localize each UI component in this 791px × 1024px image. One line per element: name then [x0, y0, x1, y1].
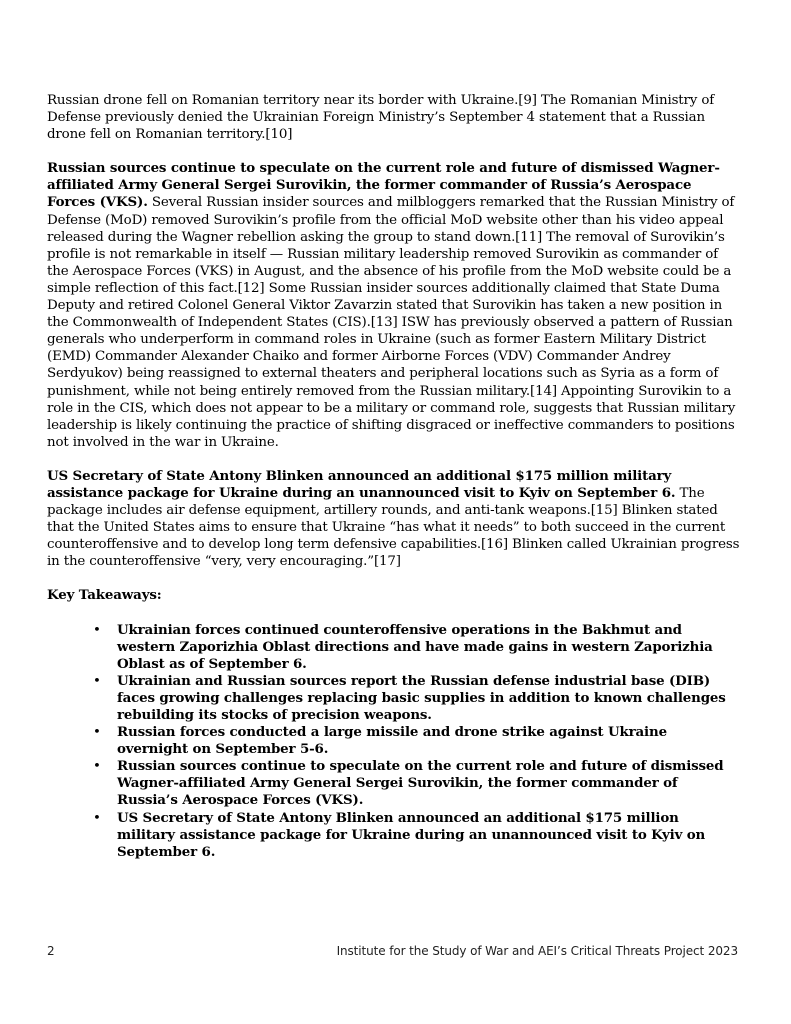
bullet-icon: •	[93, 810, 101, 826]
bullet-icon: •	[93, 759, 101, 775]
key-takeaways-list	[47, 622, 743, 861]
document-body	[47, 92, 743, 861]
key-takeaways-heading: Key Takeaways:	[47, 587, 162, 604]
bullet-icon: •	[93, 622, 101, 638]
bullet-icon: •	[93, 725, 101, 741]
list-item-text: Ukrainian and Russian sources report the Russian defense industrial base (DIB) faces growing challenges replacing basic supplies in addition to known challenges rebuilding its stocks of precision weapons.	[117, 672, 726, 723]
list-item	[93, 672, 743, 724]
paragraph-lead: Russian sources continue to speculate on the current role and future of dismissed Wagner-affiliated Army General Sergei Surovikin, the former commander of Russia’s Aerospace Forces (VKS).	[47, 160, 720, 211]
paragraph-drone-romania	[47, 92, 743, 143]
page-number: 2	[47, 944, 55, 958]
list-item-text: Russian forces conducted a large missile and drone strike against Ukraine overnight on September 5-6.	[117, 724, 667, 758]
list-item	[93, 758, 743, 809]
list-item-text: US Secretary of State Antony Blinken announced an additional $175 million military assistance package for Ukraine during an unannounced visit to Kyiv on September 6.	[117, 809, 706, 860]
footer-organization: Institute for the Study of War and AEI’s Critical Threats Project 2023	[336, 944, 738, 958]
list-item	[93, 809, 743, 861]
list-item	[93, 724, 743, 758]
bullet-icon: •	[93, 673, 101, 689]
paragraph-blinken	[47, 468, 743, 571]
paragraph-body: The package includes air defense equipment, artillery rounds, and anti-tank weapons.[15] Blinken stated that the United States aims to ensure that Ukraine “has what it needs” to both succeed in the current counteroffensive and to develop long term defensive capabilities.[16] Blinken called Ukrainian progress in the counteroffensive “very, very encouraging.”[17]	[47, 485, 740, 570]
list-item-text: Ukrainian forces continued counteroffensive operations in the Bakhmut and western Zaporizhia Oblast directions and have made gains in western Zaporizhia Oblast as of September 6.	[117, 621, 713, 672]
paragraph-body: Several Russian insider sources and milbloggers remarked that the Russian Ministry of Defense (MoD) removed Surovikin’s profile from the official MoD website other than his video appeal released during the Wagner rebellion asking the group to stand down.[11] The removal of Surovikin’s profile is not remarkable in itself — Russian military leadership removed Surovikin as commander of the Aerospace Forces (VKS) in August, and the absence of his profile from the MoD website could be a simple reflection of this fact.[12] Some Russian insider sources additionally claimed that State Duma Deputy and retired Colonel General Viktor Zavarzin stated that Surovikin has taken a new position in the Commonwealth of Independent States (CIS).[13] ISW has previously observed a pattern of Russian generals who underperform in command roles in Ukraine (such as former Eastern Military District (EMD) Commander Alexander Chaiko and former Airborne Forces (VDV) Commander Andrey Serdyukov) being reassigned to external theaters and peripheral locations such as Syria as a form of punishment, while not being entirely removed from the Russian military.[14] Appointing Surovikin to a role in the CIS, which does not appear to be a military or command role, suggests that Russian military leadership is likely continuing the practice of shifting disgraced or ineffective commanders to positions not involved in the war in Ukraine.	[47, 195, 736, 450]
list-item-text: Russian sources continue to speculate on the current role and future of dismissed Wagner-affiliated Army General Sergei Surovikin, the former commander of Russia’s Aerospace Forces (VKS).	[117, 758, 724, 809]
list-item	[93, 621, 743, 673]
paragraph-lead: US Secretary of State Antony Blinken announced an additional $175 million military assistance package for Ukraine during an unannounced visit to Kyiv on September 6.	[47, 467, 676, 501]
paragraph-surovikin	[47, 160, 743, 451]
paragraph-body: Russian drone fell on Romanian territory near its border with Ukraine.[9] The Romanian Ministry of Defense previously denied the Ukrainian Foreign Ministry’s September 4 statement that a Russian drone fell on Romanian territory.[10]	[47, 93, 715, 143]
